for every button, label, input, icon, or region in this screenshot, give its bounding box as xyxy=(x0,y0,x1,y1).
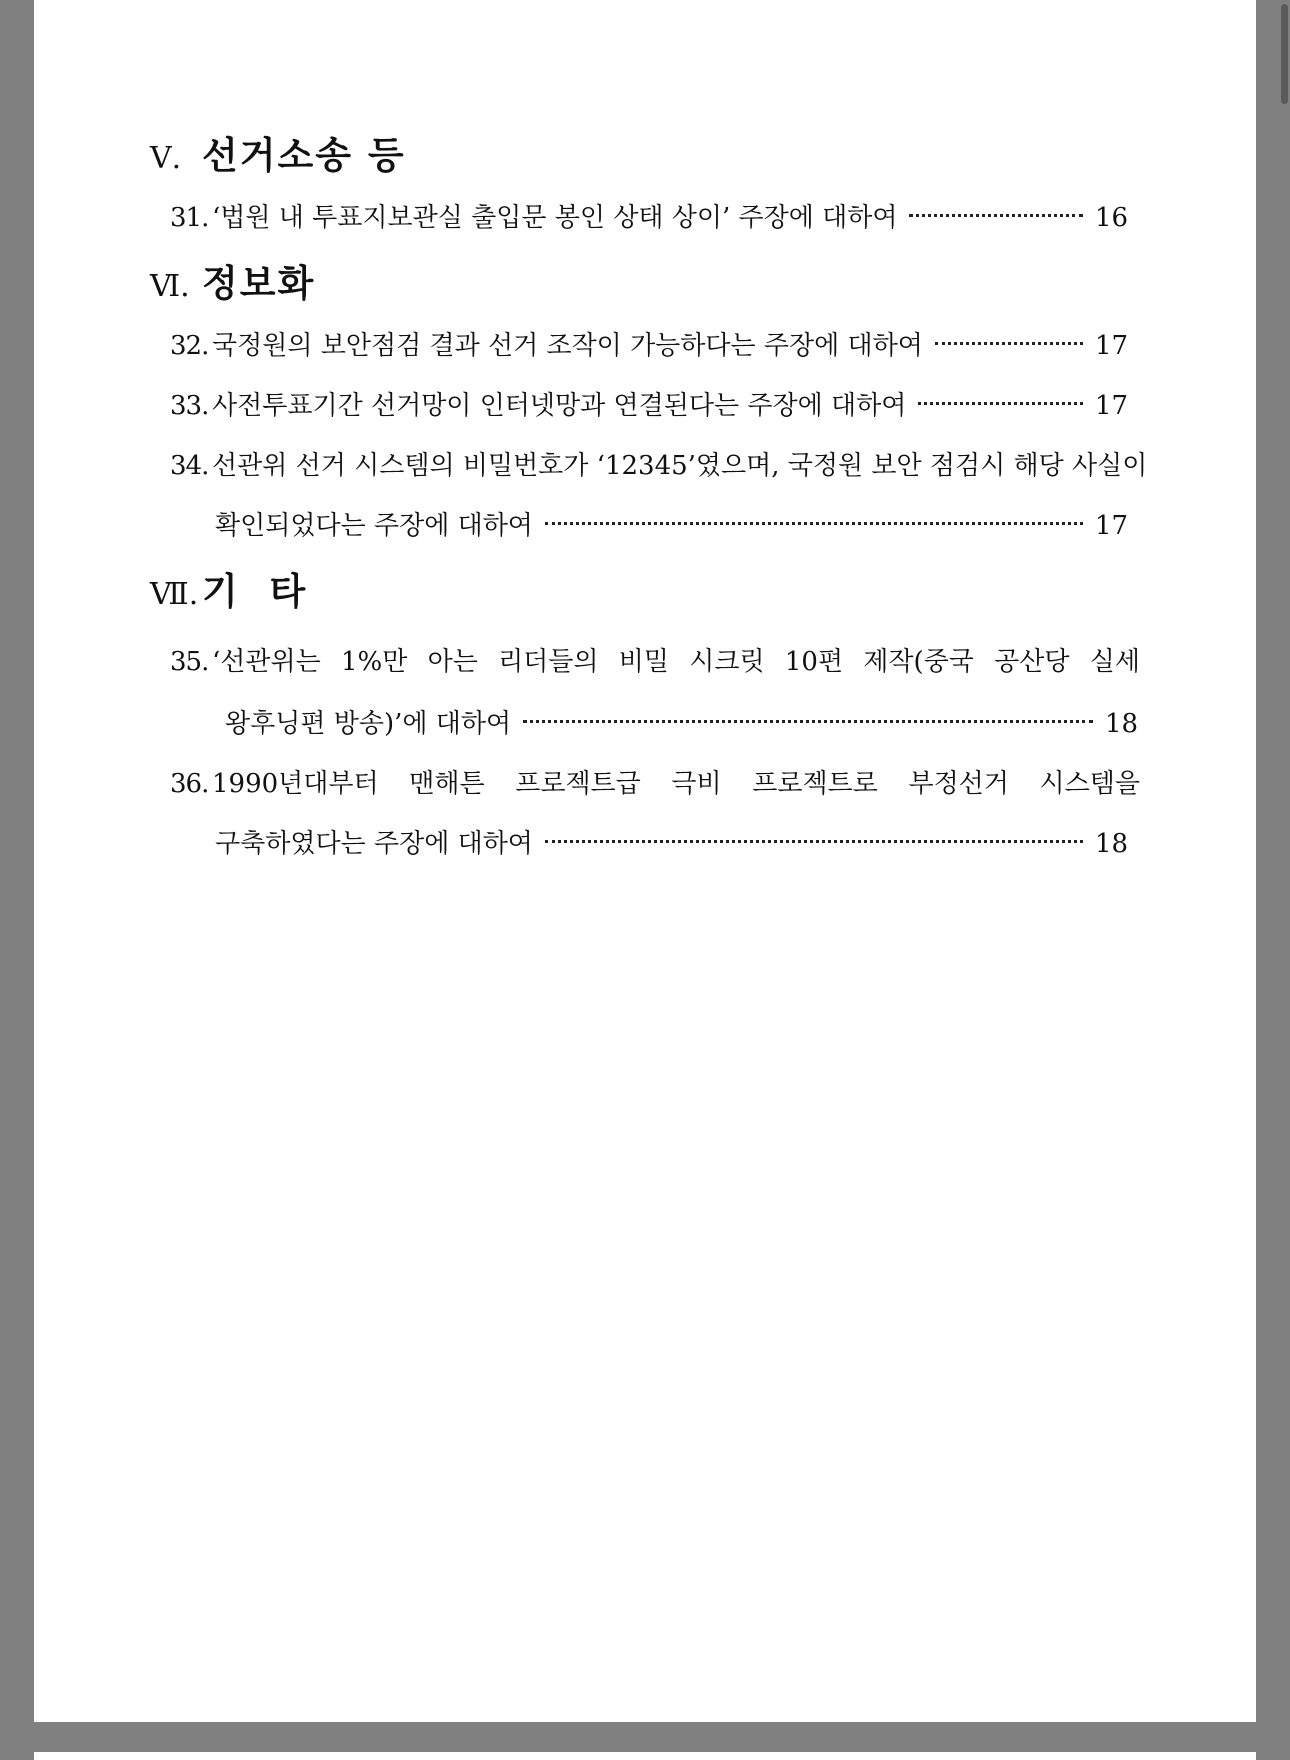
toc-entry-36-line-1[interactable] xyxy=(170,762,1140,806)
section-heading-6 xyxy=(150,262,315,309)
entry-page-number: 18 xyxy=(1105,709,1139,739)
entry-page-number: 17 xyxy=(1095,511,1129,541)
entry-title-continued: 구축하였다는 주장에 대하여 xyxy=(215,829,533,859)
toc-entry-35-line-2[interactable] xyxy=(225,702,1139,746)
toc-entry-36-line-2[interactable] xyxy=(215,822,1129,866)
toc-entry-34-line-1[interactable] xyxy=(170,444,1148,488)
next-page-edge xyxy=(34,1752,1256,1760)
entry-title: 1990년대부터 맨해튼 프로젝트급 극비 프로젝트로 부정선거 시스템을 xyxy=(212,769,1140,799)
entry-page-number: 17 xyxy=(1095,331,1129,361)
toc-entry-35-line-1[interactable] xyxy=(170,640,1140,684)
dot-leader xyxy=(909,214,1083,217)
entry-title: ‘선관위는 1%만 아는 리더들의 비밀 시크릿 10편 제작(중국 공산당 실세 xyxy=(212,647,1140,677)
entry-title: ‘법원 내 투표지보관실 출입문 봉인 상태 상이’ 주장에 대하여 xyxy=(212,203,898,233)
section-numeral: Ⅴ. xyxy=(150,141,182,176)
scrollbar-thumb[interactable] xyxy=(1281,4,1288,104)
entry-page-number: 17 xyxy=(1095,391,1129,421)
dot-leader xyxy=(935,342,1083,345)
toc-entry-31[interactable] xyxy=(170,196,1129,240)
vertical-scrollbar[interactable] xyxy=(1276,0,1290,1760)
section-title: 정보화 xyxy=(202,262,316,305)
entry-number: 34. xyxy=(170,451,209,481)
entry-number: 32. xyxy=(170,331,209,361)
entry-title-continued: 왕후닝편 방송)’에 대하여 xyxy=(225,709,512,739)
toc-entry-33[interactable] xyxy=(170,384,1129,428)
entry-number: 33. xyxy=(170,391,209,421)
entry-number: 31. xyxy=(170,203,209,233)
dot-leader xyxy=(918,402,1083,405)
entry-number: 35. xyxy=(170,647,209,677)
section-heading-7 xyxy=(150,570,307,617)
dot-leader xyxy=(545,840,1083,843)
entry-title: 사전투표기간 선거망이 인터넷망과 연결된다는 주장에 대하여 xyxy=(212,391,907,421)
section-title: 선거소송 등 xyxy=(202,134,406,177)
entry-page-number: 16 xyxy=(1095,203,1129,233)
dot-leader xyxy=(523,720,1093,723)
entry-title: 선관위 선거 시스템의 비밀번호가 ‘12345’였으며, 국정원 보안 점검시 해당 사실이 xyxy=(212,451,1148,481)
entry-number: 36. xyxy=(170,769,209,799)
section-heading-5 xyxy=(150,134,406,181)
toc-entry-32[interactable] xyxy=(170,324,1129,368)
entry-title: 국정원의 보안점검 결과 선거 조작이 가능하다는 주장에 대하여 xyxy=(212,331,923,361)
section-numeral: Ⅶ. xyxy=(150,577,199,612)
dot-leader xyxy=(545,522,1083,525)
entry-title-continued: 확인되었다는 주장에 대하여 xyxy=(215,511,533,541)
section-numeral: Ⅵ. xyxy=(150,269,190,304)
section-title: 기 타 xyxy=(202,570,308,613)
entry-page-number: 18 xyxy=(1095,829,1129,859)
toc-entry-34-line-2[interactable] xyxy=(215,504,1129,548)
